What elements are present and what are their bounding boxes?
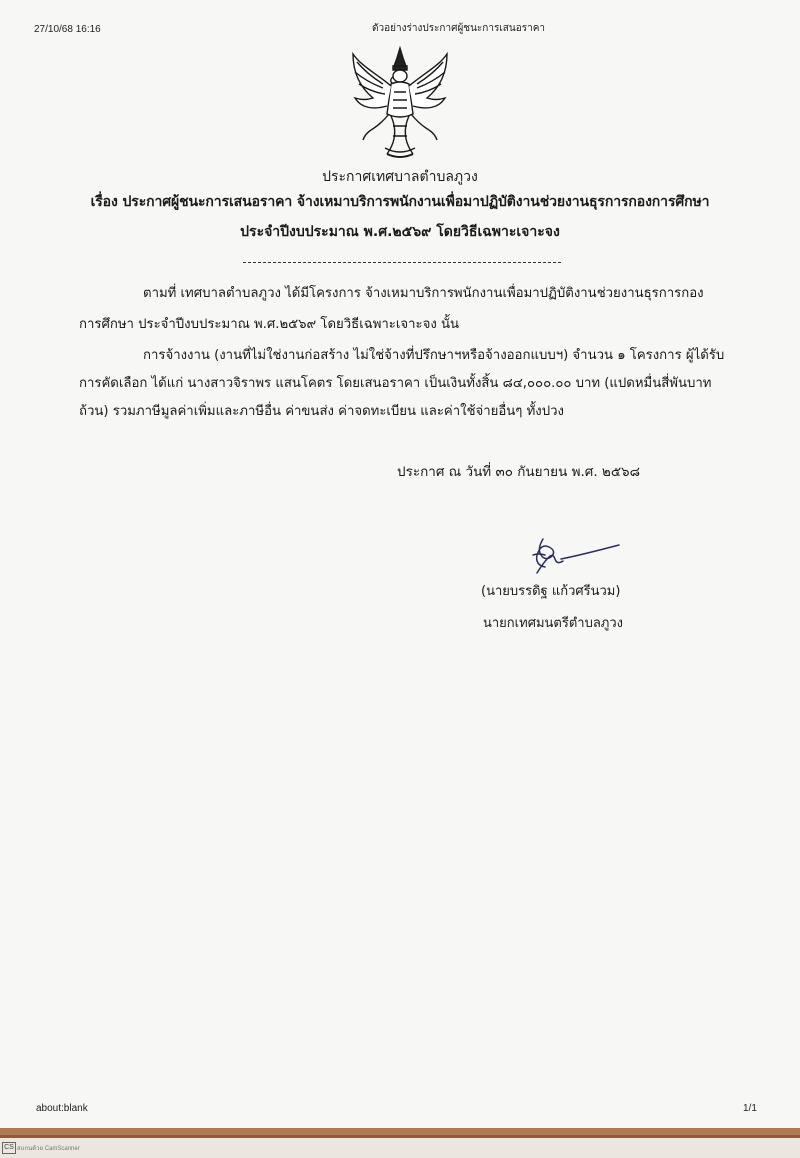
print-footer-url: about:blank: [36, 1103, 88, 1114]
signer-name: (นายบรรดิฐ แก้วศรีนวม): [481, 584, 621, 599]
announce-date: ประกาศ ณ วันที่ ๓๐ กันยายน พ.ศ. ๒๕๖๘: [397, 464, 641, 480]
separator-line: [243, 262, 561, 263]
scanner-watermark-text: สแกนด้วย CamScanner: [17, 1146, 80, 1152]
print-header-title: ตัวอย่างร่างประกาศผู้ชนะการเสนอราคา: [372, 23, 545, 34]
body-paragraph-line: ถ้วน) รวมภาษีมูลค่าเพิ่มและภาษีอื่น ค่าขนส่ง ค่าจดทะเบียน และค่าใช้จ่ายอื่นๆ ทั้งปวง: [79, 404, 564, 419]
camscanner-logo-icon: CS: [2, 1142, 16, 1154]
body-paragraph-line: ตามที่ เทศบาลตำบลภูวง ได้มีโครงการ จ้างเหมาบริการพนักงานเพื่อมาปฏิบัติงานช่วยงานธุรการกอง: [143, 286, 704, 301]
garuda-emblem-icon: [347, 44, 453, 162]
org-name: ประกาศเทศบาลตำบลภูวง: [322, 169, 478, 185]
scanner-strip: [0, 1128, 800, 1158]
subject-line-2: ประจำปีงบประมาณ พ.ศ.๒๕๖๙ โดยวิธีเฉพาะเจาะจง: [240, 224, 560, 240]
signature-image: [527, 533, 622, 579]
print-header-date: 27/10/68 16:16: [34, 24, 101, 35]
scan-edge-bar: [0, 1128, 800, 1135]
body-paragraph-line: การศึกษา ประจำปีงบประมาณ พ.ศ.๒๕๖๙ โดยวิธีเฉพาะเจาะจง นั้น: [79, 317, 459, 332]
body-paragraph-line: การคัดเลือก ได้แก่ นางสาวจิราพร แสนโคตร โดยเสนอราคา เป็นเงินทั้งสิ้น ๘๔,๐๐๐.๐๐ บาท (แปดหมื่นสี่พันบาท: [79, 376, 712, 391]
subject-line-1: เรื่อง ประกาศผู้ชนะการเสนอราคา จ้างเหมาบริการพนักงานเพื่อมาปฏิบัติงานช่วยงานธุรการกองการศึกษา: [90, 194, 710, 210]
body-paragraph-line: การจ้างงาน (งานที่ไม่ใช่งานก่อสร้าง ไม่ใช่จ้างที่ปรึกษาฯหรือจ้างออกแบบฯ) จำนวน ๑ โครงการ ผู้ได้รับ: [143, 348, 725, 363]
print-footer-page-number: 1/1: [743, 1103, 757, 1114]
scan-edge-bar-dark: [0, 1135, 800, 1138]
signer-title: นายกเทศมนตรีตำบลภูวง: [483, 616, 623, 631]
